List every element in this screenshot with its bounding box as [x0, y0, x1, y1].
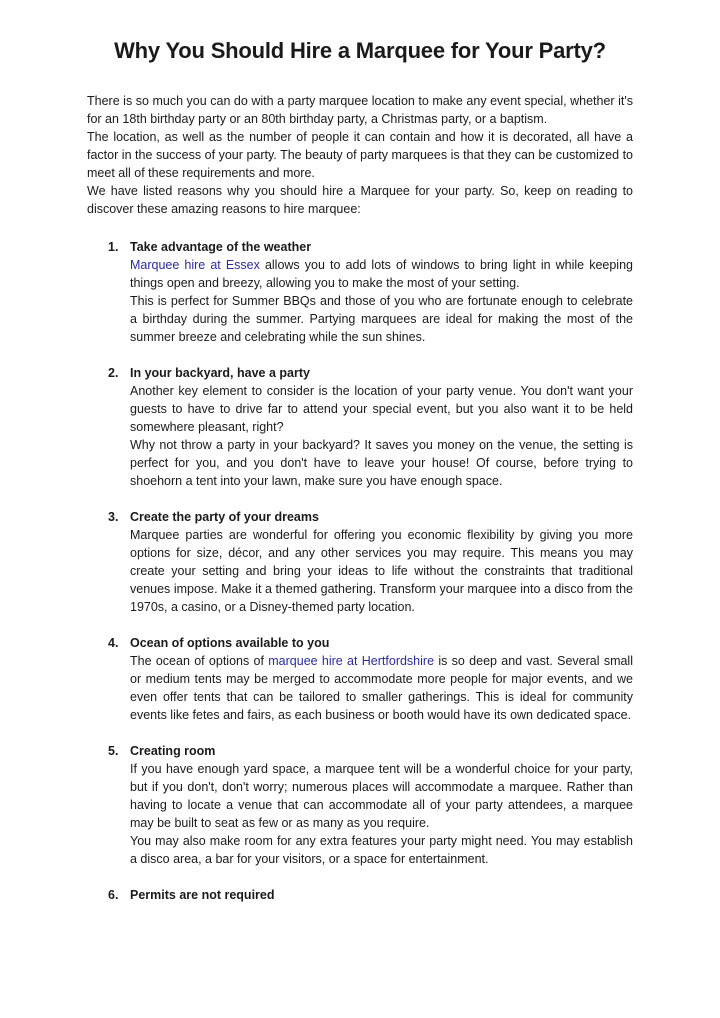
intro-paragraph: We have listed reasons why you should hire a Marquee for your party. So, keep on reading to discover these amazing reasons to hire marquee: [87, 184, 633, 216]
item-text: is so deep and vast. Several small or medium tents may be merged to accommodate more people for major events, and we even offer tents that can be tailored to smaller gatherings. This is ideal for community events like fetes and fairs, as each business or booth would have its own dedicated space. [130, 654, 633, 722]
item-title: Permits are not required [130, 888, 275, 902]
list-item-weather [87, 238, 633, 346]
item-paragraph [130, 256, 633, 292]
item-paragraph: Why not throw a party in your backyard? It saves you money on the venue, the setting is perfect for you, and you don't have to leave your house! Of course, before trying to shoehorn a tent into your lawn, make sure you have enough space. [130, 438, 633, 488]
item-title: Take advantage of the weather [130, 240, 312, 254]
list-item-room [87, 742, 633, 868]
reasons-list [87, 238, 633, 904]
item-title: Ocean of options available to you [130, 636, 330, 650]
item-paragraph: Marquee parties are wonderful for offering you economic flexibility by giving you more options for size, décor, and any other services you may require. This means you may create your setting and bring your ideas to life without the constraints that traditional venues impose. Make it a themed gathering. Transform your marquee into a disco from the 1970s, a casino, or a Disney-themed party location. [130, 528, 633, 614]
list-item-permits [87, 886, 633, 904]
item-paragraph: You may also make room for any extra features your party might need. You may establish a disco area, a bar for your visitors, or a space for entertainment. [130, 834, 633, 866]
intro-section [87, 92, 633, 218]
item-paragraph [130, 652, 633, 724]
list-item-backyard [87, 364, 633, 490]
item-number: 2. [108, 366, 119, 380]
item-number: 5. [108, 744, 119, 758]
item-number: 4. [108, 636, 119, 650]
item-paragraph: This is perfect for Summer BBQs and those of you who are fortunate enough to celebrate a birthday during the summer. Partying marquees are ideal for making the most of the summer breeze and celebrating while the sun shines. [130, 294, 633, 344]
essex-link[interactable]: Marquee hire at Essex [130, 258, 260, 272]
item-number: 6. [108, 888, 119, 902]
item-title: Create the party of your dreams [130, 510, 319, 524]
list-item-options [87, 634, 633, 724]
page-title: Why You Should Hire a Marquee for Your Party? [114, 38, 606, 63]
item-title: Creating room [130, 744, 216, 758]
item-number: 3. [108, 510, 119, 524]
item-paragraph: Another key element to consider is the location of your party venue. You don't want your guests to have to drive far to attend your special event, but you also want it to be held somewhere pleasant, right? [130, 384, 633, 434]
item-text: The ocean of options of [130, 654, 269, 668]
hertfordshire-link[interactable]: marquee hire at Hertfordshire [268, 654, 435, 668]
list-item-dreams [87, 508, 633, 616]
intro-paragraph: There is so much you can do with a party marquee location to make any event special, whether it's for an 18th birthday party or an 80th birthday party, a Christmas party, or a baptism. [87, 94, 633, 126]
item-text: allows you to add lots of windows to bring light in while keeping things open and breezy, allowing you to make the most of your setting. [130, 258, 633, 290]
item-paragraph: If you have enough yard space, a marquee tent will be a wonderful choice for your party, but if you don't, don't worry; numerous places will accommodate a marquee. Rather than having to locate a venue that can accommodate all of your party attendees, a marquee may be built to seat as few or as many as you require. [130, 762, 633, 830]
item-number: 1. [108, 240, 119, 254]
intro-paragraph: The location, as well as the number of people it can contain and how it is decorated, all have a factor in the success of your party. The beauty of party marquees is that they can be customized to meet all of these requirements and more. [87, 130, 633, 180]
item-title: In your backyard, have a party [130, 366, 310, 380]
